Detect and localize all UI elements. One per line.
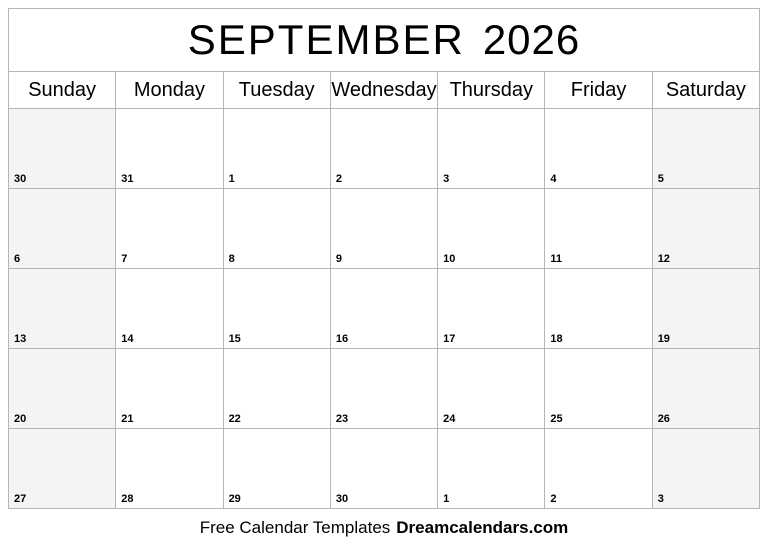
day-cell[interactable] [438, 349, 545, 429]
day-number: 13 [14, 333, 27, 345]
day-cell[interactable] [330, 349, 437, 429]
day-cell[interactable] [9, 109, 116, 189]
day-cell[interactable] [116, 429, 223, 509]
day-number: 2 [335, 173, 342, 185]
footer-brand-link[interactable]: Dreamcalendars.com [396, 518, 569, 537]
day-cell[interactable] [116, 109, 223, 189]
day-number: 3 [657, 493, 664, 505]
day-number: 19 [657, 333, 670, 345]
calendar-week-row [9, 109, 760, 189]
month-label: SEPTEMBER [187, 16, 465, 63]
day-cell[interactable] [223, 189, 330, 269]
day-number: 8 [228, 253, 235, 265]
weekday-header-monday: Monday [116, 72, 223, 109]
day-number: 11 [550, 253, 563, 265]
day-number: 27 [14, 493, 27, 505]
day-number: 12 [657, 253, 670, 265]
day-number: 6 [14, 253, 21, 265]
day-number: 4 [550, 173, 557, 185]
day-number: 15 [228, 333, 241, 345]
day-cell[interactable] [116, 189, 223, 269]
weekday-header-sunday: Sunday [9, 72, 116, 109]
day-cell[interactable] [116, 349, 223, 429]
day-number: 3 [443, 173, 450, 185]
day-number: 16 [335, 333, 349, 345]
day-number: 17 [443, 333, 456, 345]
calendar-title-cell [9, 9, 760, 72]
calendar-week-row [9, 349, 760, 429]
day-cell[interactable] [330, 269, 437, 349]
day-cell[interactable] [545, 189, 652, 269]
day-number: 29 [228, 493, 241, 505]
day-number: 1 [443, 493, 450, 505]
day-number: 2 [550, 493, 557, 505]
day-number: 18 [550, 333, 563, 345]
day-number: 1 [228, 173, 235, 185]
day-cell[interactable] [545, 429, 652, 509]
calendar-week-row [9, 429, 760, 509]
calendar-week-row [9, 189, 760, 269]
day-cell[interactable] [223, 269, 330, 349]
day-cell[interactable] [223, 429, 330, 509]
calendar-week-row [9, 269, 760, 349]
day-number: 23 [335, 413, 349, 425]
day-cell[interactable] [330, 189, 437, 269]
day-number: 31 [121, 173, 134, 185]
day-number: 14 [121, 333, 134, 345]
day-number: 7 [121, 253, 128, 265]
day-cell[interactable] [652, 109, 759, 189]
day-cell[interactable] [545, 349, 652, 429]
day-cell[interactable] [223, 109, 330, 189]
day-cell[interactable] [116, 269, 223, 349]
day-cell[interactable] [438, 109, 545, 189]
footer [8, 518, 760, 538]
day-number: 24 [443, 413, 456, 425]
calendar-title-row [9, 9, 760, 72]
weekday-header-saturday: Saturday [652, 72, 759, 109]
day-number: 22 [228, 413, 241, 425]
weekday-header-wednesday: Wednesday [330, 72, 437, 109]
day-number: 30 [14, 173, 27, 185]
calendar-table [8, 8, 760, 509]
day-cell[interactable] [545, 109, 652, 189]
day-cell[interactable] [9, 269, 116, 349]
page-title [9, 16, 759, 63]
day-number: 28 [121, 493, 134, 505]
day-cell[interactable] [652, 429, 759, 509]
day-cell[interactable] [9, 429, 116, 509]
day-cell[interactable] [330, 109, 437, 189]
day-number: 30 [335, 493, 349, 505]
day-cell[interactable] [9, 189, 116, 269]
weekday-header-friday: Friday [545, 72, 652, 109]
weekday-header-thursday: Thursday [438, 72, 545, 109]
day-cell[interactable] [438, 269, 545, 349]
day-number: 21 [121, 413, 134, 425]
day-cell[interactable] [652, 349, 759, 429]
footer-free-text: Free Calendar Templates [199, 518, 391, 537]
day-cell[interactable] [223, 349, 330, 429]
day-number: 10 [443, 253, 456, 265]
day-number: 5 [657, 173, 664, 185]
day-cell[interactable] [652, 269, 759, 349]
day-cell[interactable] [438, 189, 545, 269]
weekday-header-tuesday: Tuesday [223, 72, 330, 109]
day-number: 20 [14, 413, 27, 425]
day-cell[interactable] [9, 349, 116, 429]
day-number: 9 [335, 253, 342, 265]
weekday-header-row [9, 72, 760, 109]
day-cell[interactable] [545, 269, 652, 349]
day-number: 26 [657, 413, 670, 425]
day-cell[interactable] [652, 189, 759, 269]
year-label: 2026 [482, 16, 581, 63]
day-cell[interactable] [438, 429, 545, 509]
day-cell[interactable] [330, 429, 437, 509]
day-number: 25 [550, 413, 563, 425]
